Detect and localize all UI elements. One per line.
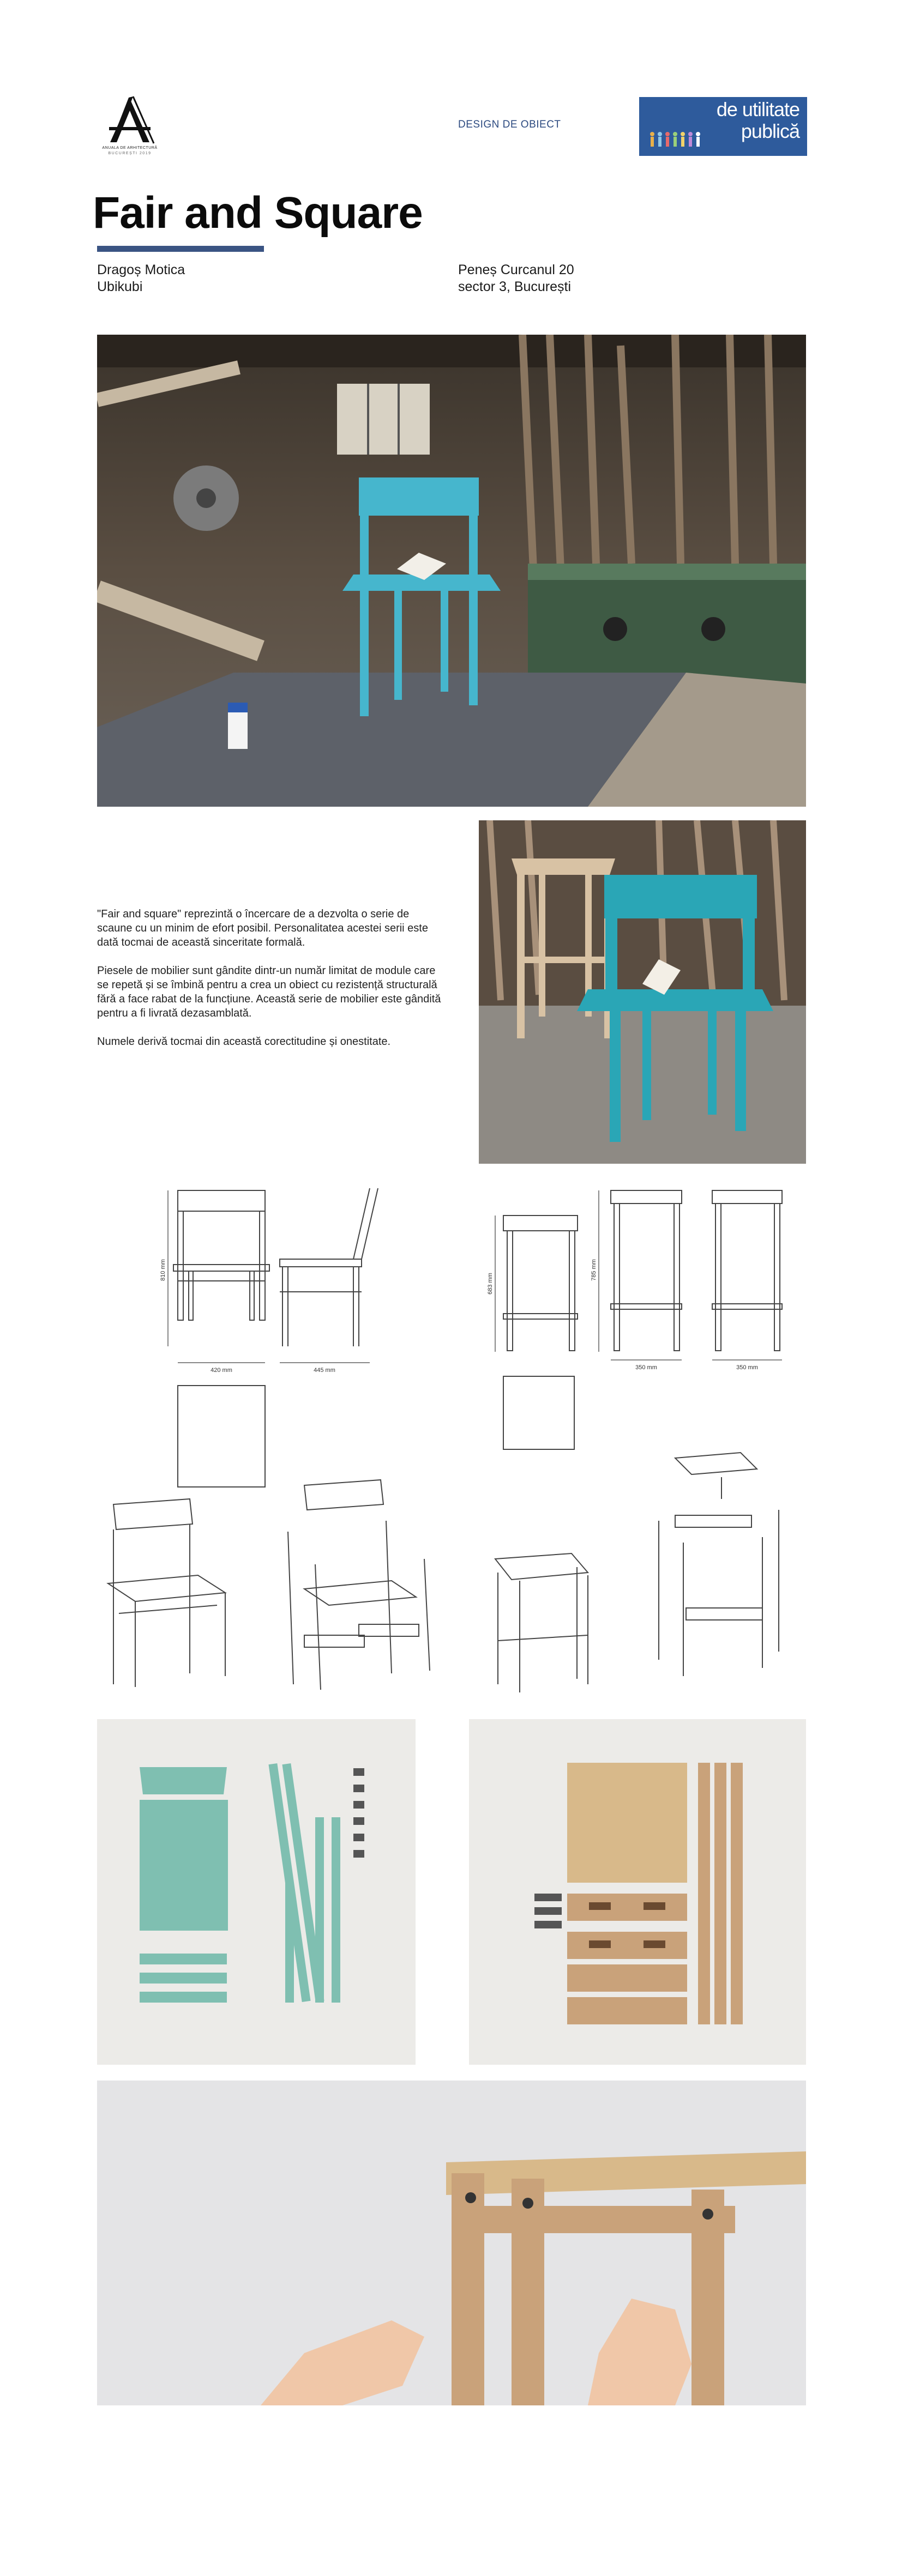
address-block xyxy=(458,262,574,295)
logo-mark-icon xyxy=(97,95,163,146)
description-paragraph: "Fair and square" reprezintă o încercare de a dezvolta o serie de scaune cu un minim de efort posibil. Personalitatea acestei serii este dată tocmai de această sinceritate formală. xyxy=(97,908,428,948)
teal-chair-kit-photo xyxy=(97,1719,416,2065)
dim-chair-depth: 445 mm xyxy=(314,1367,335,1374)
address-street: Peneș Curcanul 20 xyxy=(458,262,574,277)
competition-badge xyxy=(639,97,807,156)
page-title: Fair and Square xyxy=(93,188,423,238)
description-paragraph: Numele derivă tocmai din această corectitudine și onestitate. xyxy=(97,1036,391,1048)
author-name: Dragoș Motica xyxy=(97,262,185,277)
chair-exploded xyxy=(288,1480,430,1690)
assembly-photo xyxy=(97,2081,806,2405)
technical-drawings xyxy=(97,1183,806,1695)
title-underline xyxy=(97,246,264,252)
stool-high-front-view xyxy=(611,1190,682,1351)
stool-axonometric xyxy=(495,1553,588,1692)
category-label: DESIGN DE OBIECT xyxy=(458,119,561,130)
badge-line1: de utilitate xyxy=(716,98,799,120)
chair-front-view xyxy=(173,1190,269,1320)
stool-exploded xyxy=(659,1453,779,1676)
chair-axonometric xyxy=(108,1499,225,1687)
people-figures-icon xyxy=(649,130,709,152)
studio-name: Ubikubi xyxy=(97,279,143,294)
dim-chair-width: 420 mm xyxy=(211,1367,232,1374)
chair-and-stool-photo xyxy=(479,820,806,1164)
author-block xyxy=(97,262,185,295)
dim-stool-width: 350 mm xyxy=(635,1364,657,1371)
logo-caption: ANUALA DE ARHITECTURĂ xyxy=(102,146,158,150)
badge-line2: publică xyxy=(741,120,799,142)
dim-stool-height-high: 785 mm xyxy=(591,1259,597,1281)
dim-stool-height-low: 683 mm xyxy=(487,1273,494,1295)
description-paragraph: Piesele de mobilier sunt gândite dintr-un număr limitat de module care se repetă și se îmbină pentru a crea un obiect cu rezistență structurală fără a face rabat de la funcțiune. Această serie de mobilier este gândită pentru a fi livrată dezasamblată. xyxy=(97,965,441,1019)
address-district: sector 3, București xyxy=(458,279,572,294)
chair-top-view xyxy=(178,1386,265,1487)
dim-stool-depth: 350 mm xyxy=(736,1364,758,1371)
wood-stool-kit-photo xyxy=(469,1719,806,2065)
stool-low-view xyxy=(503,1216,578,1351)
project-description xyxy=(97,907,446,1063)
workshop-photo xyxy=(97,335,806,807)
stool-top-view xyxy=(503,1376,574,1449)
chair-side-view xyxy=(280,1188,378,1346)
logo-caption-year: BUCUREȘTI 2019 xyxy=(108,152,152,155)
stool-side-view xyxy=(712,1190,782,1351)
dim-chair-height: 810 mm xyxy=(160,1259,166,1281)
logo xyxy=(97,95,163,160)
